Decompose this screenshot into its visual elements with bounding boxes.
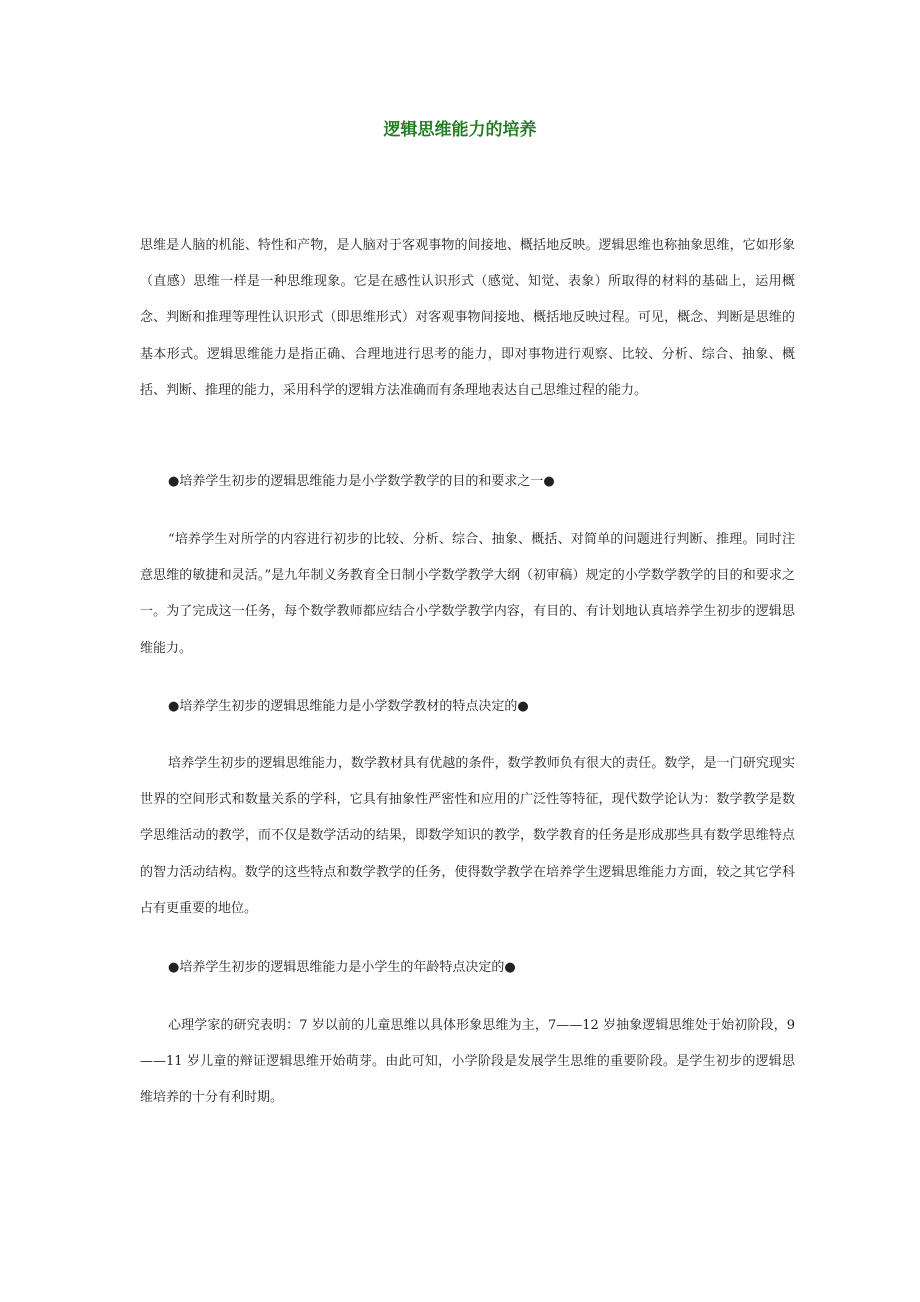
paragraph-psychology: 心理学家的研究表明：7 岁以前的儿童思维以具体形象思维为主，7——12 岁抽象逻辑思维处于始初阶段，9——11 岁儿童的辩证逻辑思维开始萌芽。由此可知，小学阶段是发展学生思维的重要阶段。是学生初步的逻辑思维培养的十分有利时期。 (140, 1018, 795, 1106)
paragraph-textbook: 培养学生初步的逻辑思维能力，数学教材具有优越的条件，数学教师负有很大的责任。数学，是一门研究现实世界的空间形式和数量关系的学科，它具有抽象性严密性和应用的广泛性等特征，现代数学论认为：数学教学是数学思维活动的教学，而不仅是数学活动的结果，即数学知识的教学，数学教育的任务是形成那些具有数学思维特点的智力活动结构。数学的这些特点和数学教学的任务，使得数学教学在培养学生逻辑思维能力方面，较之其它学科占有更重要的地位。 (140, 756, 795, 916)
paragraph-syllabus: “培养学生对所学的内容进行初步的比较、分析、综合、抽象、概括、对简单的问题进行判断、推理。同时注意思维的敏捷和灵活。”是九年制义务教育全日制小学数学教学大纲（初审稿）规定的小学数学教学的目的和要求之一。为了完成这一任务，每个数学教师都应结合小学数学教学内容，有目的、有计划地认真培养学生初步的逻辑思维能力。 (140, 532, 795, 656)
bullet-dot-icon: ● (168, 960, 180, 975)
section-heading-teaching-goal (168, 468, 808, 496)
section-heading-text: 培养学生初步的逻辑思维能力是小学数学教材的特点决定的 (179, 699, 518, 714)
section-heading-text: 培养学生初步的逻辑思维能力是小学生的年龄特点决定的 (179, 960, 505, 975)
bullet-dot-icon: ● (168, 699, 180, 714)
section-heading-textbook (168, 693, 808, 721)
section-heading-age (168, 954, 808, 982)
page-title: 逻辑思维能力的培养 (383, 120, 537, 140)
bullet-dot-icon: ● (517, 699, 529, 714)
bullet-dot-icon: ● (543, 474, 555, 489)
section-heading-text: 培养学生初步的逻辑思维能力是小学数学教学的目的和要求之一 (179, 474, 544, 489)
paragraph-definition: 思维是人脑的机能、特性和产物，是人脑对于客观事物的间接地、概括地反映。逻辑思维也称抽象思维，它如形象（直感）思维一样是一种思维现象。它是在感性认识形式（感觉、知觉、表象）所取得的材料的基础上，运用概念、判断和推理等理性认识形式（即思维形式）对客观事物间接地、概括地反映过程。可见，概念、判断是思维的基本形式。逻辑思维能力是指正确、合理地进行思考的能力，即对事物进行观察、比较、分析、综合、抽象、概括、判断、推理的能力，采用科学的逻辑方法准确而有条理地表达自己思维过程的能力。 (140, 238, 795, 398)
bullet-dot-icon: ● (168, 474, 180, 489)
bullet-dot-icon: ● (504, 960, 516, 975)
